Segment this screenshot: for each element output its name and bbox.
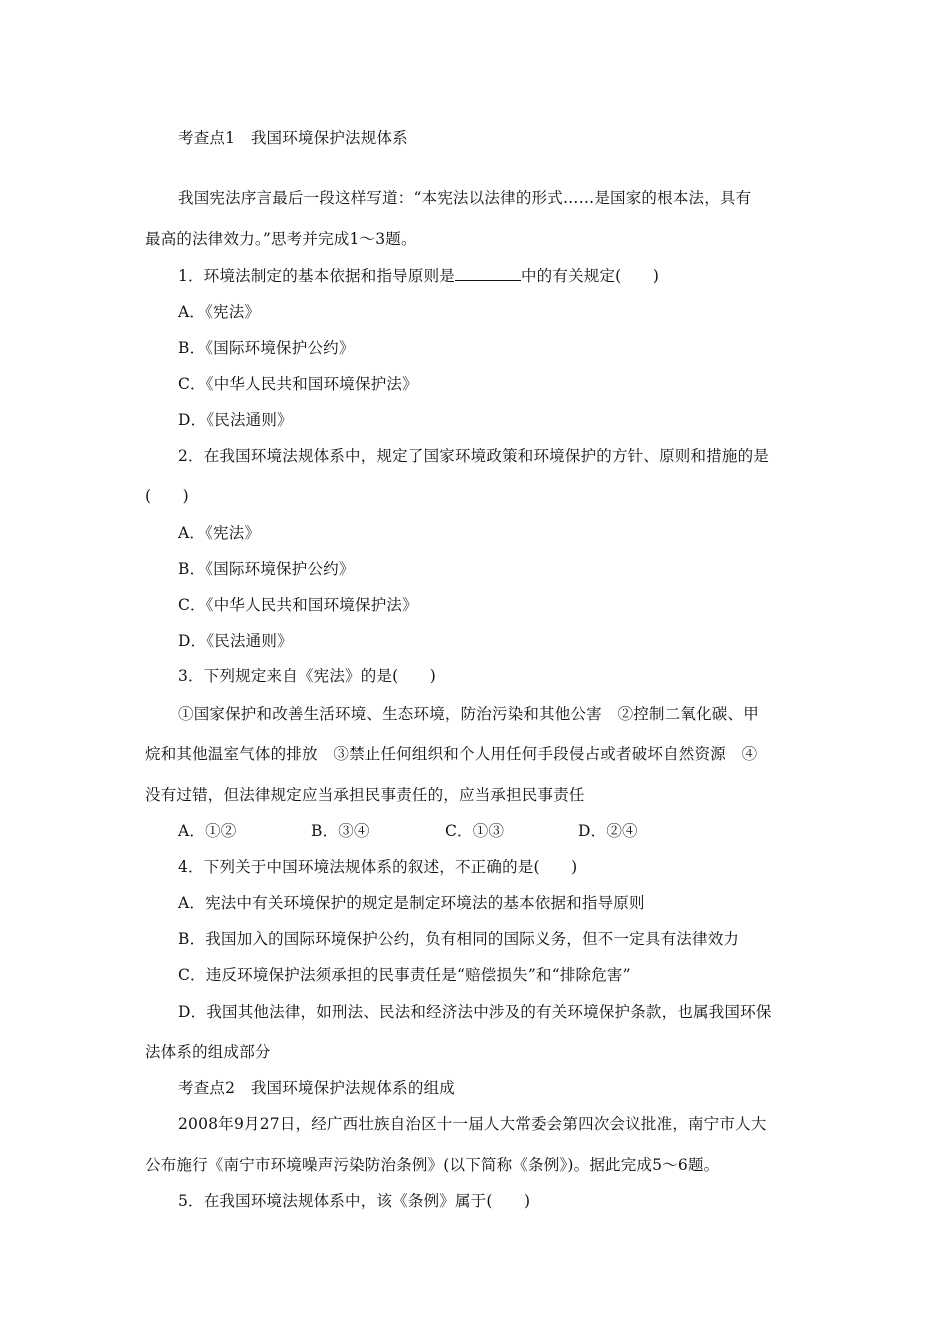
q2-option-b: B．《国际环境保护公约》 <box>178 560 355 578</box>
q1-option-d: D．《民法通则》 <box>178 411 293 429</box>
q1-stem-after: 中的有关规定( ) <box>520 267 660 285</box>
q4-stem: 4．下列关于中国环境法规体系的叙述，不正确的是( ) <box>178 858 578 876</box>
q3-option-c: C．①③ <box>445 822 505 840</box>
q1-option-c: C．《中华人民共和国环境保护法》 <box>178 375 418 393</box>
q4-option-b: B．我国加入的国际环境保护公约，负有相同的国际义务，但不一定具有法律效力 <box>178 930 740 948</box>
section1-intro-line1: 我国宪法序言最后一段这样写道：“本宪法以法律的形式……是国家的根本法，具有 <box>178 189 752 207</box>
q2-option-d: D．《民法通则》 <box>178 632 293 650</box>
q3-text-line1: ①国家保护和改善生活环境、生态环境，防治污染和其他公害 ②控制二氧化碳、甲 <box>178 705 759 723</box>
q4-option-c: C．违反环境保护法须承担的民事责任是“赔偿损失”和“排除危害” <box>178 966 631 984</box>
q1-stem-before: 1．环境法制定的基本依据和指导原则是 <box>178 267 455 285</box>
q1-option-a: A．《宪法》 <box>178 303 261 321</box>
q3-option-a: A．①② <box>178 822 237 840</box>
q3-stem: 3．下列规定来自《宪法》的是( ) <box>178 667 437 685</box>
q1-blank <box>455 266 521 281</box>
q2-option-a: A．《宪法》 <box>178 524 261 542</box>
section2-intro-line1: 2008年9月27日，经广西壮族自治区十一届人大常委会第四次会议批准，南宁市人大 <box>178 1115 767 1133</box>
section2-intro-line2: 公布施行《南宁市环境噪声污染防治条例》(以下简称《条例》)。据此完成5～6题。 <box>145 1156 720 1174</box>
q2-stem-line1: 2．在我国环境法规体系中，规定了国家环境政策和环境保护的方针、原则和措施的是 <box>178 447 769 465</box>
q3-text-line2: 烷和其他温室气体的排放 ③禁止任何组织和个人用任何手段侵占或者破坏自然资源 ④ <box>145 745 758 763</box>
q3-text-line3: 没有过错，但法律规定应当承担民事责任的，应当承担民事责任 <box>145 786 585 804</box>
q4-option-d-line1: D．我国其他法律，如刑法、民法和经济法中涉及的有关环境保护条款，也属我国环保 <box>178 1003 772 1021</box>
q1-option-b: B．《国际环境保护公约》 <box>178 339 355 357</box>
section2-heading: 考查点2 我国环境保护法规体系的组成 <box>178 1079 455 1097</box>
q2-option-c: C．《中华人民共和国环境保护法》 <box>178 596 418 614</box>
q2-stem-line2: ( ) <box>145 487 189 505</box>
section1-heading: 考查点1 我国环境保护法规体系 <box>178 129 408 147</box>
q3-option-d: D．②④ <box>578 822 638 840</box>
q5-stem: 5．在我国环境法规体系中，该《条例》属于( ) <box>178 1192 531 1210</box>
q3-options <box>178 821 798 841</box>
q1-stem <box>178 266 659 286</box>
q4-option-a: A．宪法中有关环境保护的规定是制定环境法的基本依据和指导原则 <box>178 894 645 912</box>
q3-option-b: B．③④ <box>311 822 370 840</box>
q4-option-d-line2: 法体系的组成部分 <box>145 1043 271 1061</box>
section1-intro-line2: 最高的法律效力。”思考并完成1～3题。 <box>145 230 417 248</box>
